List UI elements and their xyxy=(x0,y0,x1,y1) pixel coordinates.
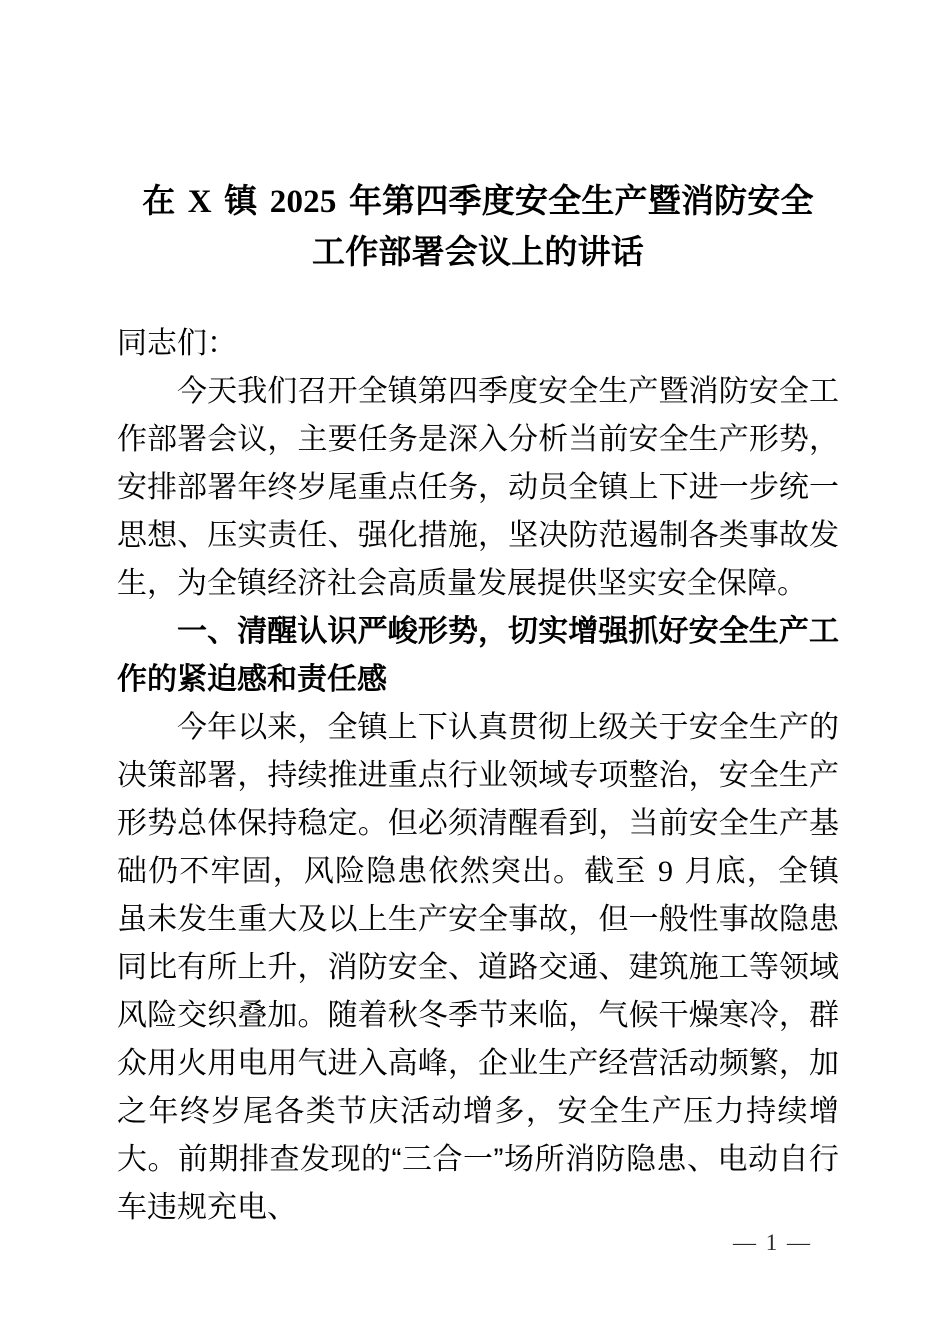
paragraph-opening: 今天我们召开全镇第四季度安全生产暨消防安全工作部署会议，主要任务是深入分析当前安全生产形势，安排部署年终岁尾重点任务，动员全镇上下进一步统一思想、压实责任、强化措施，坚决防范遏制各类事故发生，为全镇经济社会高质量发展提供坚实安全保障。 xyxy=(117,375,839,600)
paragraph-situation-analysis: 今年以来，全镇上下认真贯彻上级关于安全生产的决策部署，持续推进重点行业领域专项整治，安全生产形势总体保持稳定。但必须清醒看到，当前安全生产基础仍不牢固，风险隐患依然突出。截至 9 月底，全镇虽未发生重大及以上生产安全事故，但一般性事故隐患同比有所上升，消防安全、道路交通、建筑施工等领域风险交织叠加。随着秋冬季节来临，气候干燥寒冷，群众用火用电用气进入高峰，企业生产经营活动频繁，加之年终岁尾各类节庆活动增多，安全生产压力持续增大。前期排查发现的“三合一”场所消防隐患、电动自行车违规充电、 xyxy=(117,711,839,1224)
salutation: 同志们： xyxy=(117,327,237,360)
page-footer xyxy=(117,1228,839,1258)
latin-run: 9 xyxy=(657,855,673,888)
page-title-line-2: 工作部署会议上的讲话 xyxy=(312,233,644,270)
page-title xyxy=(117,0,839,276)
latin-run: 1 xyxy=(765,1230,779,1255)
section-heading-one: 一、清醒认识严峻形势，切实增强抓好安全生产工作的紧迫感和责任感 xyxy=(117,615,839,696)
latin-run: X xyxy=(187,184,212,220)
page-title-line-1: 在 X 镇 2025 年第四季度安全生产暨消防安全 xyxy=(142,182,814,220)
document-content xyxy=(117,0,839,1232)
latin-run: 2025 xyxy=(269,184,337,220)
page-number: — 1 — xyxy=(733,1230,811,1255)
